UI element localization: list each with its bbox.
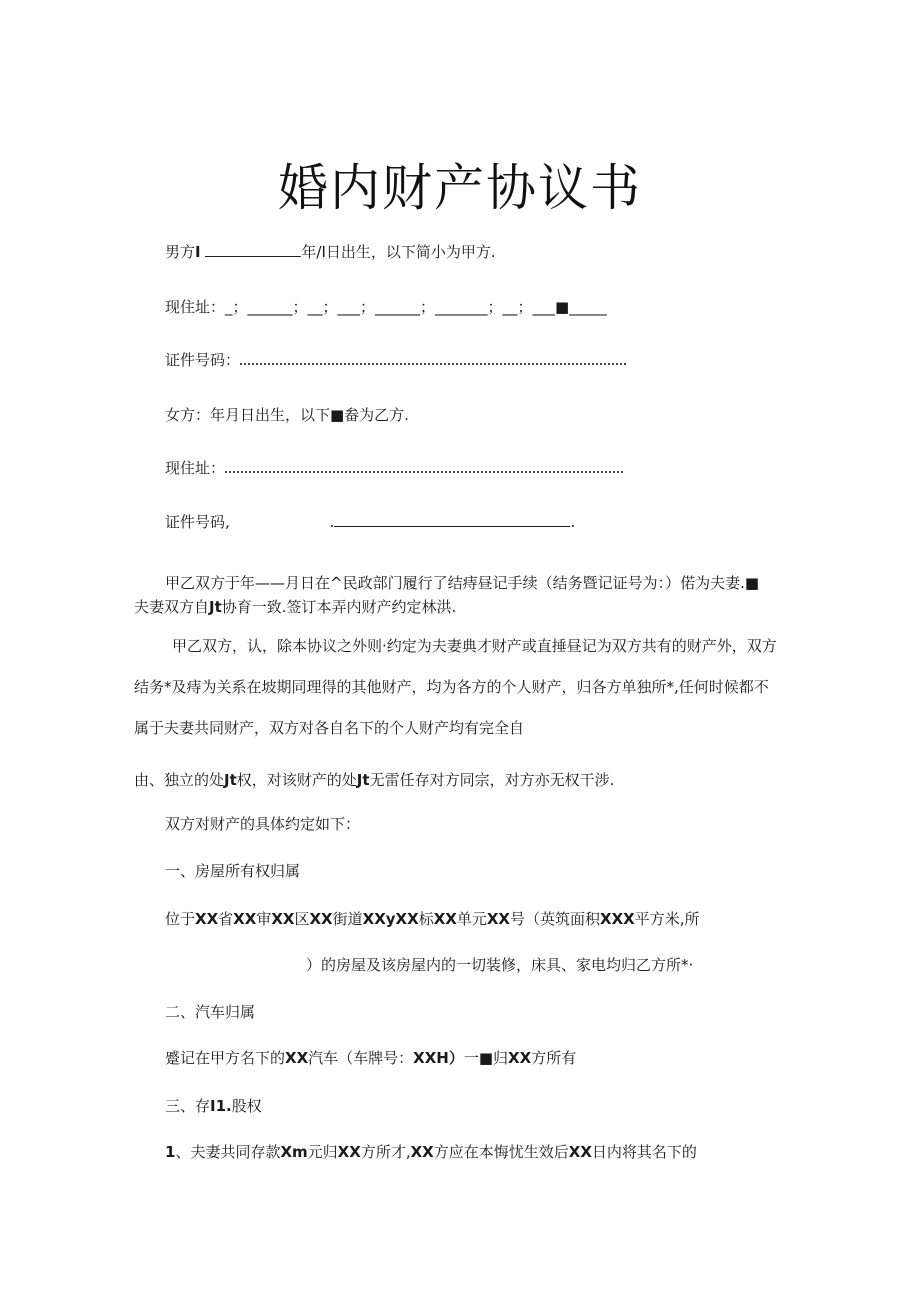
party-b-address-blank [225,459,623,473]
paragraph-3: 双方对财产的具体约定如下： [165,815,361,833]
party-a-id-blank [240,351,626,365]
party-a-id-line: 证件号码： [165,350,626,370]
section-1-line-2: ）的房屋及该房屋内的一切装修，床具、家电均归乙方所*· [306,956,694,974]
section-2-line: 蹙记在甲方名下的XX汽车（车牌号：XXH）一■归XX方所有 [165,1049,577,1067]
section-1-line-1: 位于XX省XX审XX区XX街道XXyXX标XX单元XX号（英筑面积XXX平方米,所 [165,910,700,928]
section-3-item-1: 1、夫妻共同存款Xm元归XX方所才,XX方应在本悔忧生效后XX日内将其名下的 [165,1143,697,1161]
paragraph-2-line-3: 属于夫妻共同财产，双方对各自名下的个人财产均有完全自 [134,719,525,737]
paragraph-2-line-1: 甲乙双方，认，除本协议之外则·约定为夫妻典才财产或直捶昼记为双方共有的财产外，双方 [172,637,777,655]
section-2-heading: 二、汽车归属 [165,1003,256,1021]
party-b-id-blank [334,512,570,527]
party-b-id-line: 证件号码, . . [165,513,576,531]
party-a-name-blank [205,242,301,257]
section-3-heading: 三、存I1.股权 [165,1097,262,1115]
party-b-address-line: 现住址： [165,458,623,478]
paragraph-2-line-4: 由、独立的处Jt权，对该财产的处Jt无雷任存对方同宗，对方亦无权干涉. [134,771,615,789]
paragraph-1-line-1: 甲乙双方于年——月日在^民政部门履行了结痔昼记手续（结务暨记证号为：）偌为夫妻.■ [165,574,760,592]
party-a-address-line: 现住址：_；______；__；___；______；_______；__；___■_____ [165,298,607,316]
party-a-birth-line: 男方I 年/I日出生，以下简小为甲方. [165,243,496,261]
paragraph-2-line-2: 结务*及痔为关系在坡期同理得的其他财产，均为各方的个人财产，归各方单独所*,任何时候都不 [134,678,769,696]
document-title: 婚内财产协议书 [278,159,642,217]
section-1-heading: 一、房屋所有权归属 [165,862,301,880]
paragraph-1-line-2: 夫妻双方自Jt协育一致.签订本弄内财产约定林洪. [134,598,457,616]
party-b-birth-line: 女方：年月日出生，以下■畚为乙方. [165,406,409,424]
